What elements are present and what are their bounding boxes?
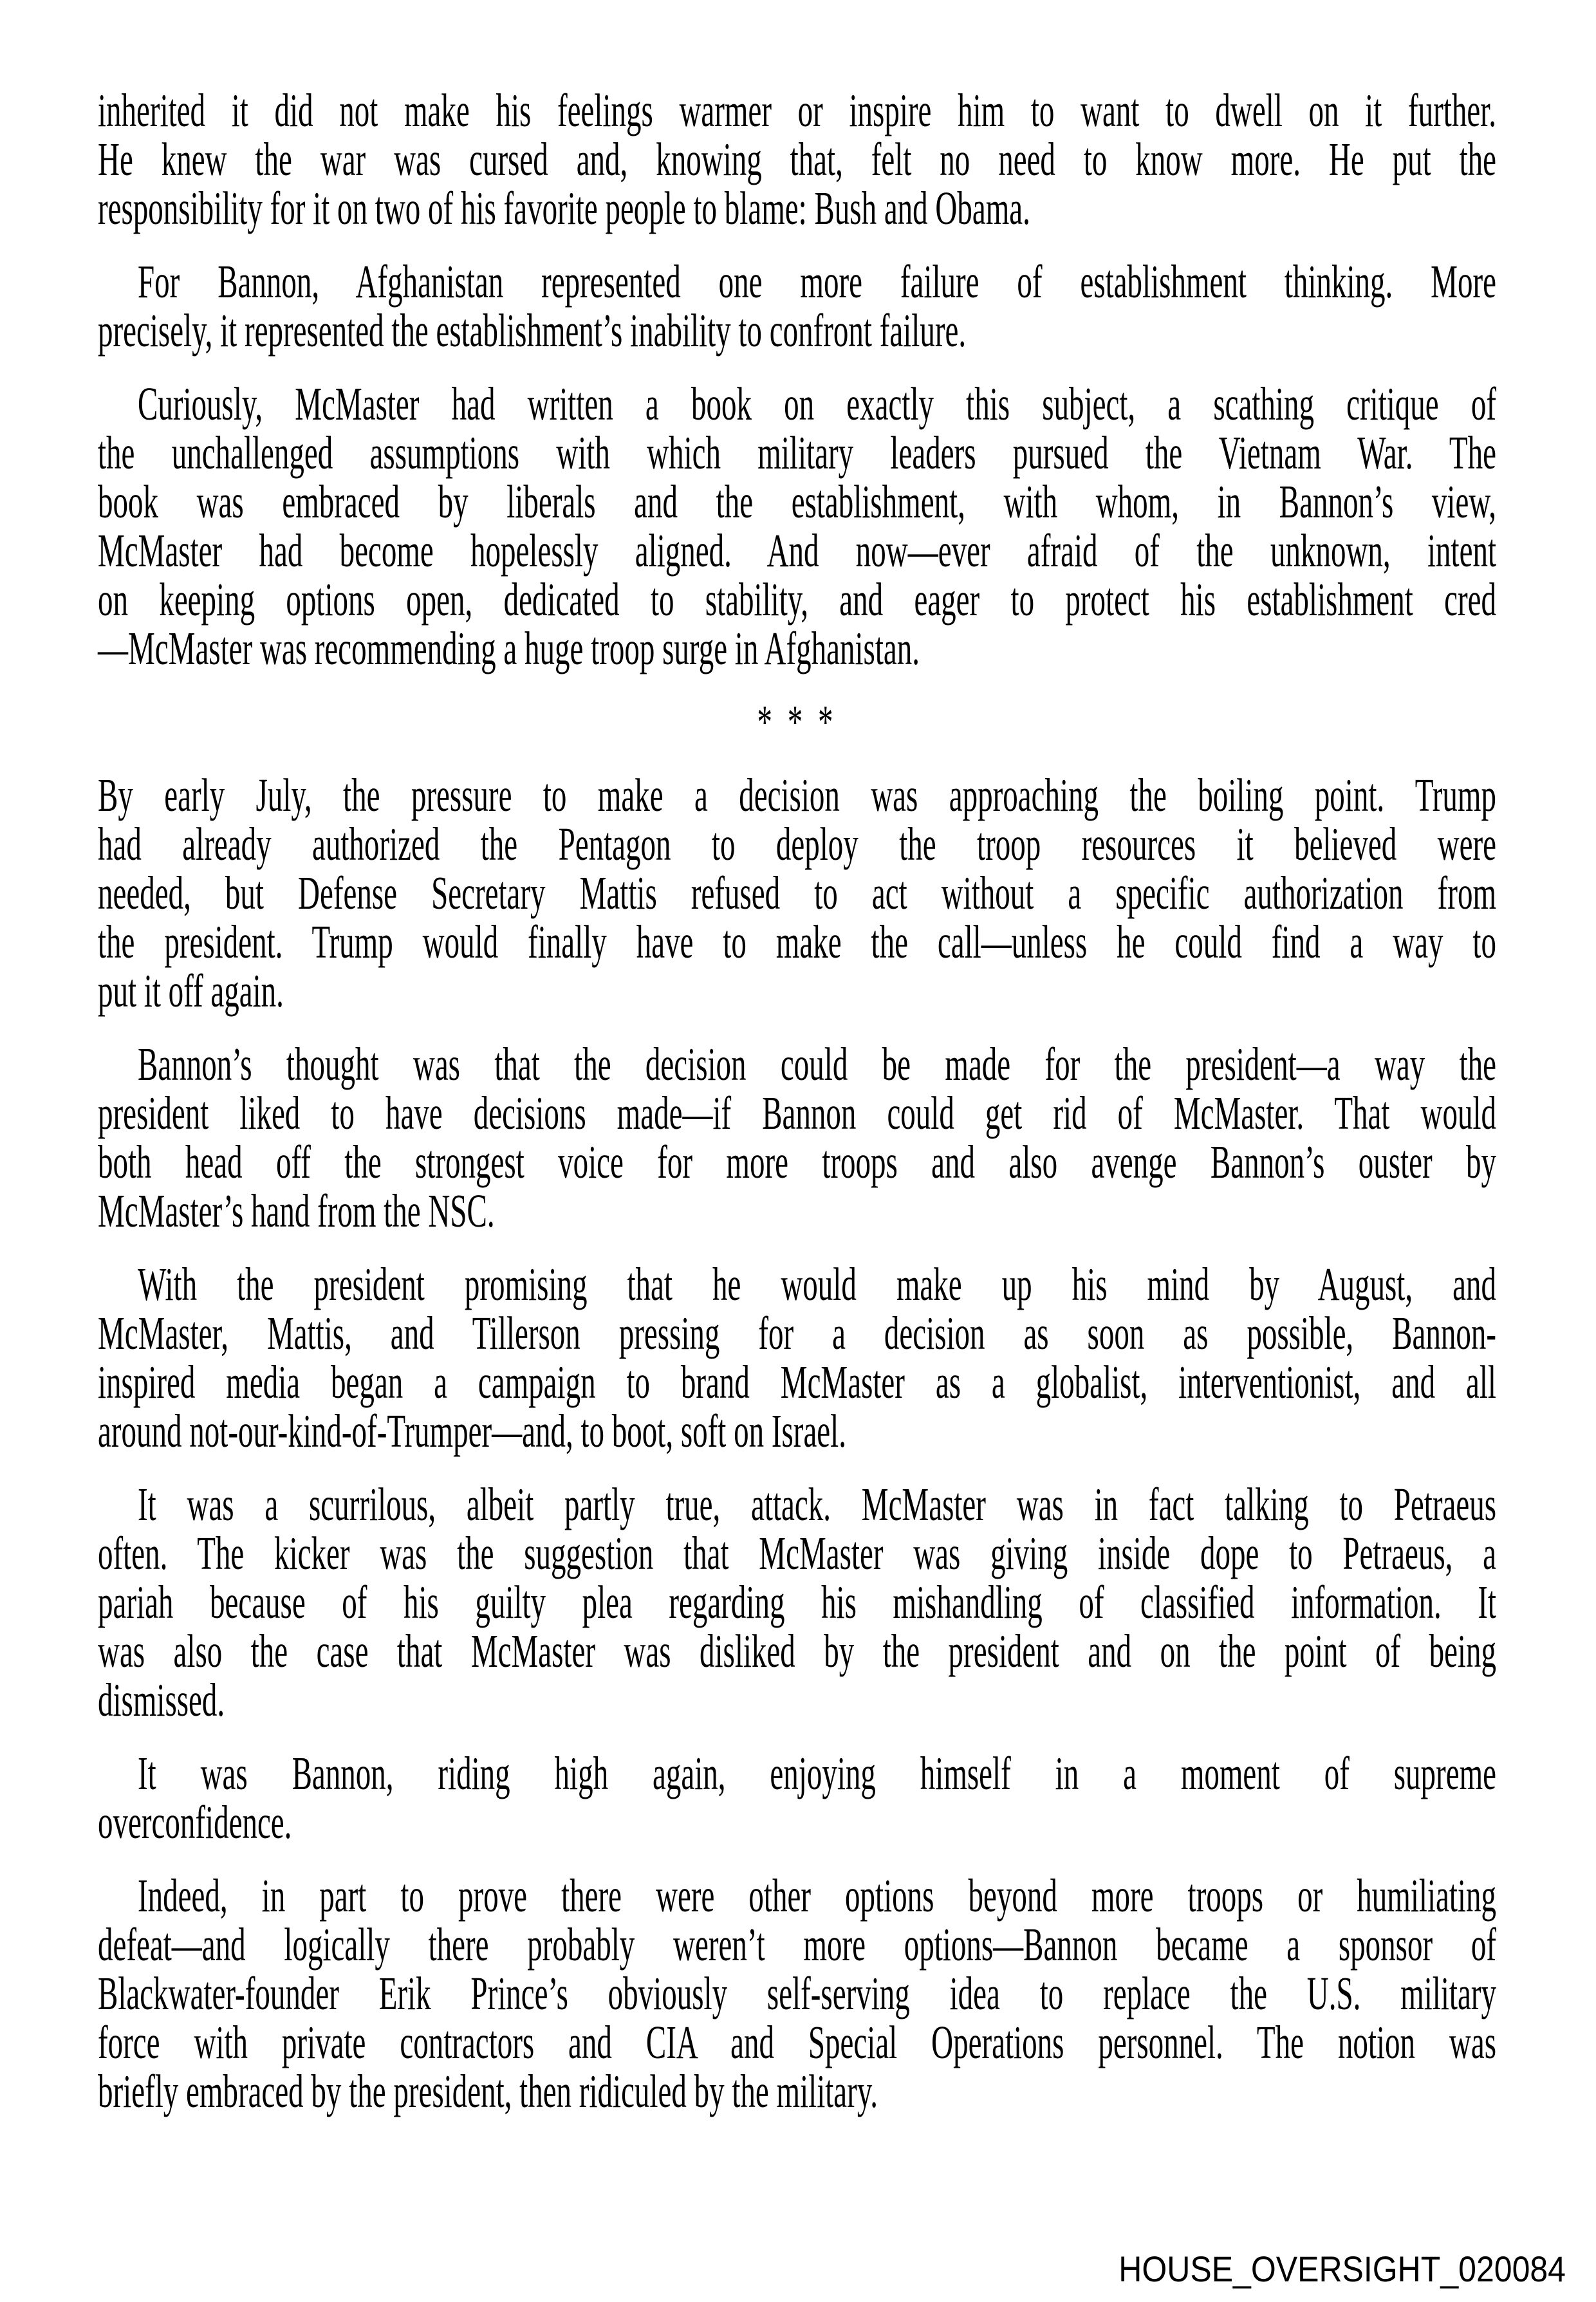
paragraph <box>98 1870 1496 2123</box>
text-line: It was Bannon, riding high again, enjoying himself in a moment of supreme <box>138 1748 1496 1801</box>
paragraph <box>98 1748 1496 1854</box>
text-line: overconfidence. <box>98 1797 292 1850</box>
text-line: precisely, it represented the establishment’s inability to confront failure. <box>98 305 967 358</box>
bates-stamp: HOUSE_OVERSIGHT_020084 <box>1118 2249 1566 2290</box>
section-separator <box>98 696 1496 754</box>
text-line: With the president promising that he would make up his mind by August, and <box>138 1259 1496 1312</box>
text-line: McMaster, Mattis, and Tillerson pressing for a decision as soon as possible, Bannon- <box>98 1308 1496 1360</box>
text-line: —McMaster was recommending a huge troop surge in Afghanistan. <box>98 623 920 676</box>
text-line: Curiously, McMaster had written a book on exactly this subject, a scathing critique of <box>138 378 1496 431</box>
text-line: Blackwater-founder Erik Prince’s obviously self-serving idea to replace the U.S. military <box>98 1968 1496 2021</box>
text-line: often. The kicker was the suggestion that McMaster was giving inside dope to Petraeus, a <box>98 1528 1496 1581</box>
text-line: Indeed, in part to prove there were other options beyond more troops or humiliating <box>138 1870 1496 1923</box>
text-line: both head off the strongest voice for more troops and also avenge Bannon’s ouster by <box>98 1137 1496 1189</box>
text-line: He knew the war was cursed and, knowing that, felt no need to know more. He put the <box>98 134 1496 187</box>
text-line: inspired media began a campaign to brand McMaster as a globalist, interventionist, and all <box>98 1357 1496 1409</box>
separator-line: * * * <box>757 696 837 749</box>
text-line: put it off again. <box>98 965 284 1018</box>
text-line: McMaster’s hand from the NSC. <box>98 1185 495 1238</box>
paragraph <box>98 1259 1496 1463</box>
paragraph <box>98 85 1496 240</box>
text-line: Bannon’s thought was that the decision could be made for the president—a way the <box>138 1039 1496 1091</box>
text-line: on keeping options open, dedicated to stability, and eager to protect his establishment cred <box>98 574 1496 627</box>
text-line: president liked to have decisions made—if Bannon could get rid of McMaster. That would <box>98 1088 1496 1140</box>
text-line: needed, but Defense Secretary Mattis refused to act without a specific authorization from <box>98 868 1496 920</box>
text-line: inherited it did not make his feelings warmer or inspire him to want to dwell on it further. <box>98 85 1496 138</box>
text-line: around not-our-kind-of-Trumper—and, to boot, soft on Israel. <box>98 1406 846 1458</box>
text-line: force with private contractors and CIA and Special Operations personnel. The notion was <box>98 2017 1496 2070</box>
text-line: dismissed. <box>98 1675 225 1727</box>
text-line: For Bannon, Afghanistan represented one more failure of establishment thinking. More <box>138 256 1496 309</box>
body-text <box>98 85 1496 2123</box>
text-line: briefly embraced by the president, then ridiculed by the military. <box>98 2066 878 2119</box>
paragraph <box>98 256 1496 362</box>
text-line: book was embraced by liberals and the establishment, with whom, in Bannon’s view, <box>98 476 1496 529</box>
text-line: defeat—and logically there probably weren’t more options—Bannon became a sponsor of <box>98 1919 1496 1972</box>
text-line: pariah because of his guilty plea regarding his mishandling of classified information. It <box>98 1577 1496 1629</box>
text-line: the unchallenged assumptions with which military leaders pursued the Vietnam War. The <box>98 427 1496 480</box>
paragraph <box>98 770 1496 1023</box>
text-line: It was a scurrilous, albeit partly true, attack. McMaster was in fact talking to Petraeus <box>138 1479 1496 1532</box>
text-line: was also the case that McMaster was disliked by the president and on the point of being <box>98 1626 1496 1678</box>
text-line: the president. Trump would finally have to make the call—unless he could find a way to <box>98 916 1496 969</box>
paragraph <box>98 1039 1496 1243</box>
text-line: had already authorized the Pentagon to deploy the troop resources it believed were <box>98 819 1496 871</box>
text-line: McMaster had become hopelessly aligned. And now—ever afraid of the unknown, intent <box>98 525 1496 578</box>
text-line: By early July, the pressure to make a decision was approaching the boiling point. Trump <box>98 770 1496 822</box>
paragraph <box>98 378 1496 680</box>
paragraph <box>98 1479 1496 1732</box>
text-line: responsibility for it on two of his favorite people to blame: Bush and Obama. <box>98 183 1030 236</box>
